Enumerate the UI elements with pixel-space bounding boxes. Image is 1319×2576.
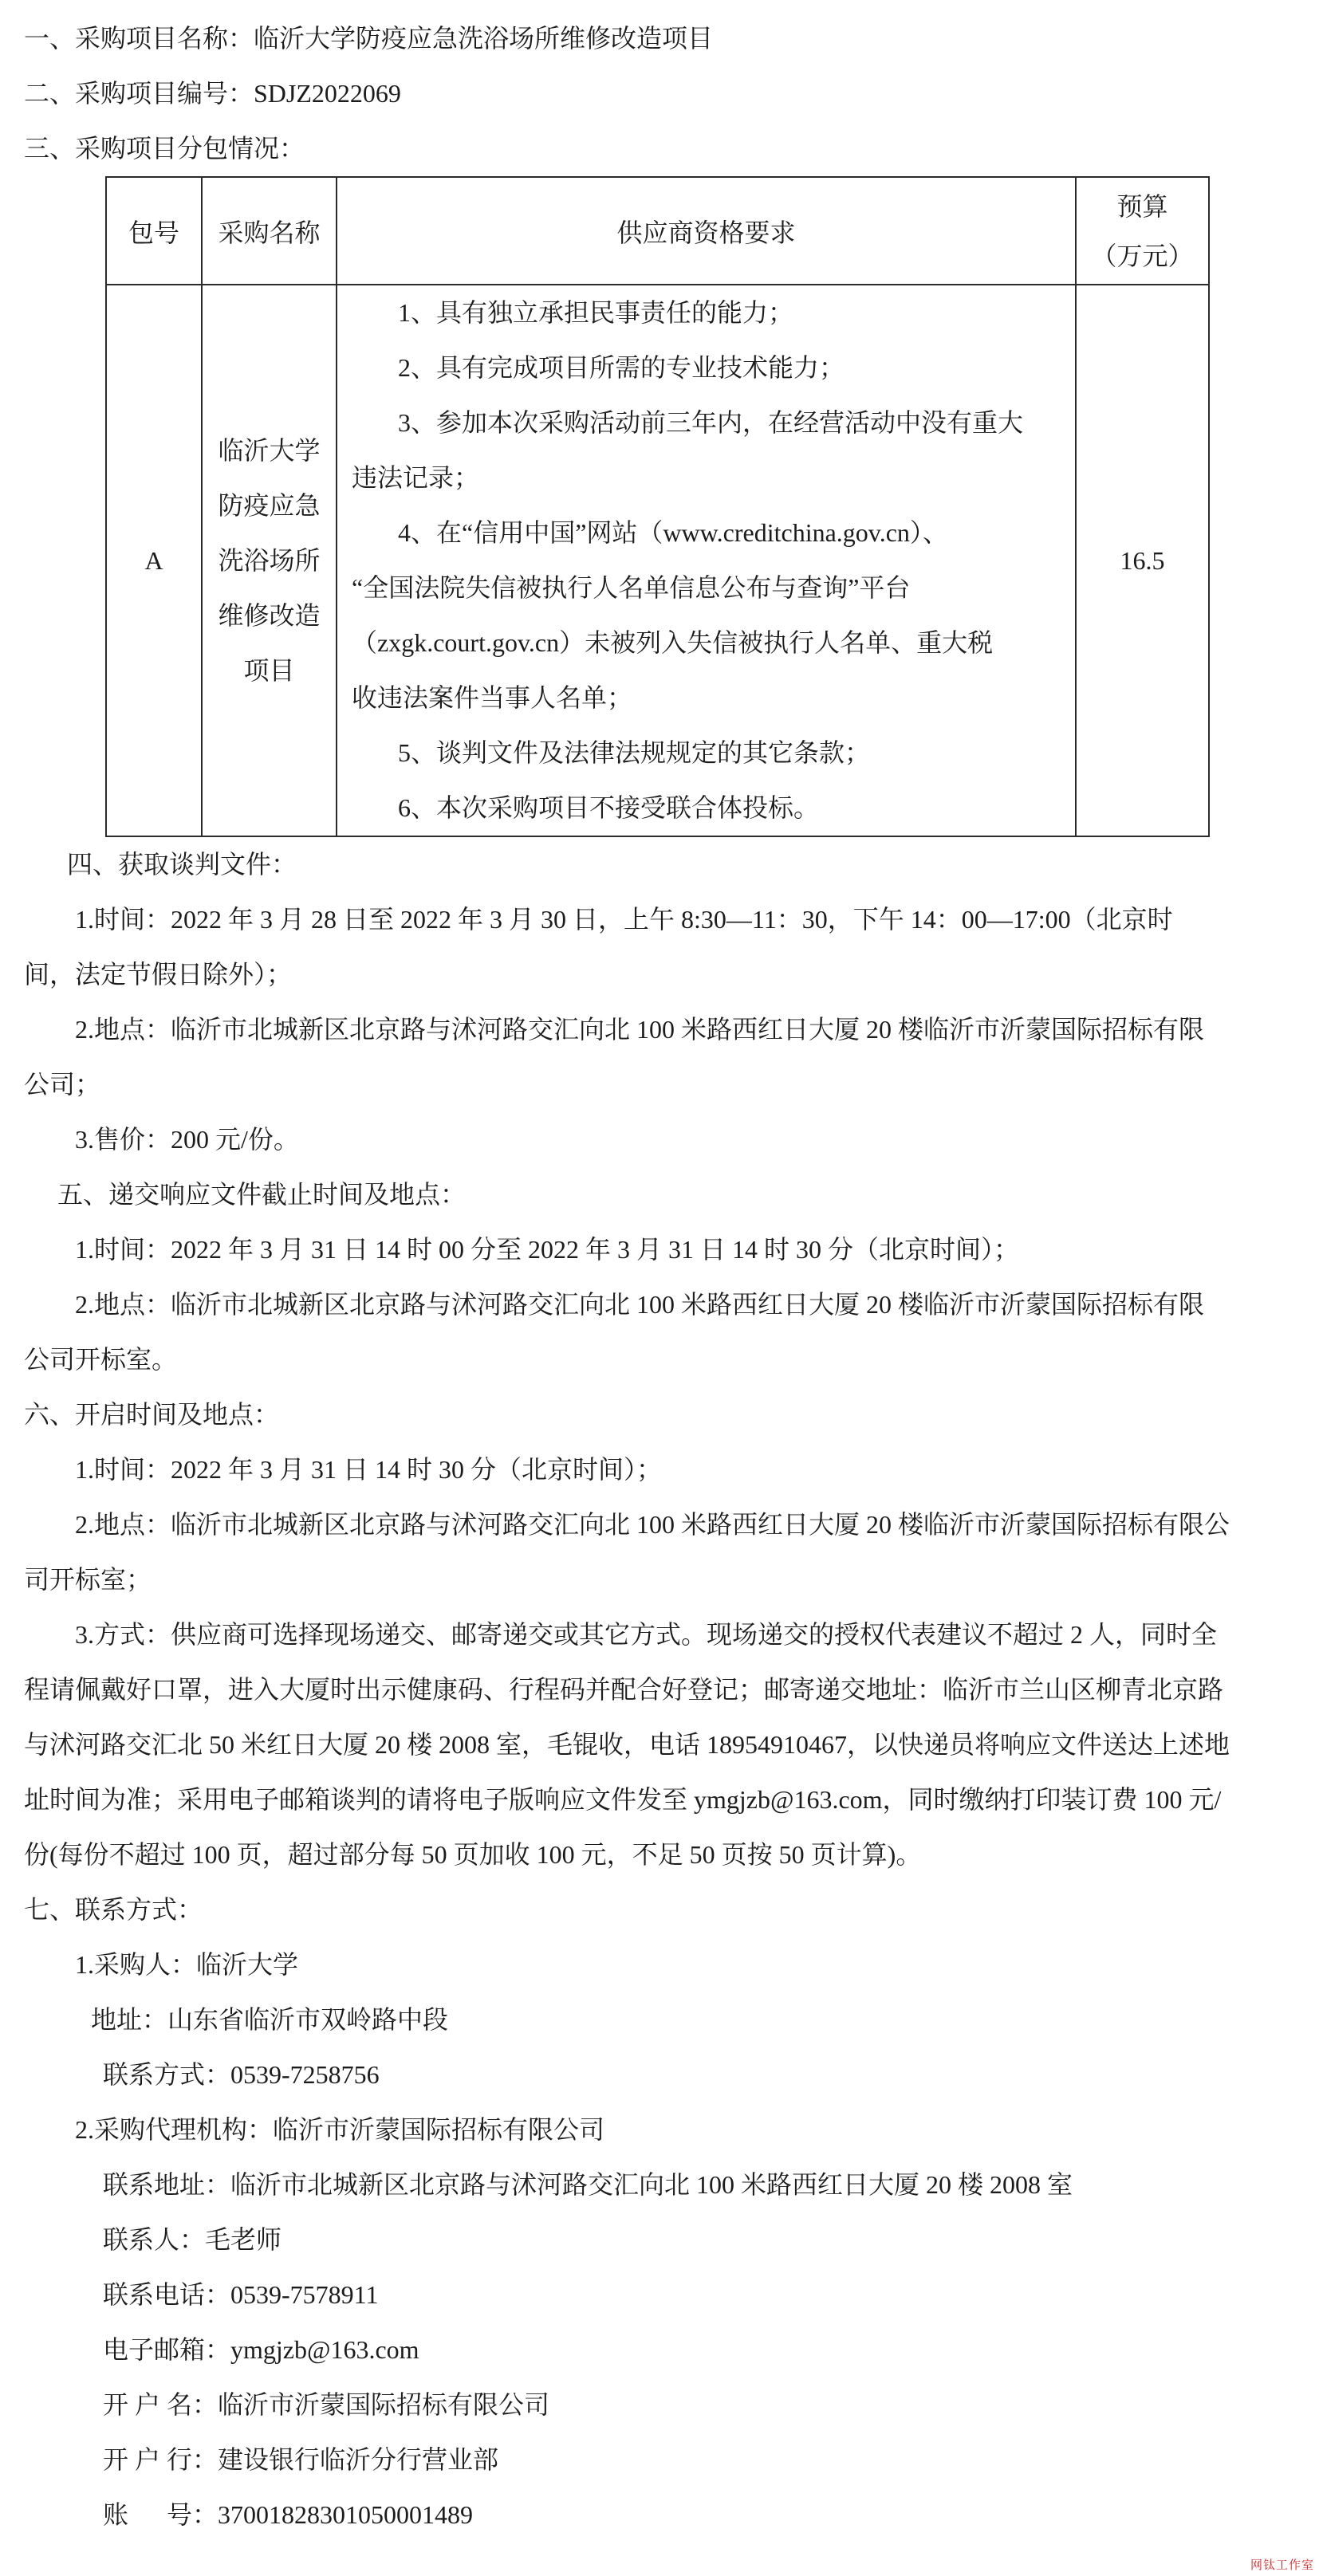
agency-contact-line: 联系人：毛老师 (103, 2225, 282, 2254)
account-bank-line: 开 户 行：建设银行临沂分行营业部 (103, 2445, 499, 2474)
section4-time-line: 间，法定节假日除外）； (24, 960, 293, 989)
table-header-budget-line1: 预算 (1116, 191, 1168, 221)
procurement-name-line: 防疫应急 (218, 490, 321, 520)
table-header-name: 采购名称 (202, 177, 337, 285)
table-header-requirements: 供应商资格要求 (337, 177, 1076, 285)
requirement-line: “全国法院失信被执行人名单信息公布与查询”平台 (352, 573, 911, 602)
procurement-name-line: 洗浴场所 (218, 545, 321, 575)
cell-procurement-name (202, 285, 337, 836)
package-table (105, 176, 1210, 837)
section5-place-line: 2.地点：临沂市北城新区北京路与沭河路交汇向北 100 米路西红日大厦 20 楼临沂市沂蒙国际招标有限 (75, 1290, 1205, 1319)
section4-price-line: 3.售价：200 元/份。 (75, 1125, 299, 1154)
procurement-name-line: 临沂大学 (218, 435, 321, 465)
agency-phone-line: 联系电话：0539-7578911 (103, 2280, 379, 2309)
requirement-line: 6、本次采购项目不接受联合体投标。 (398, 793, 820, 822)
requirement-line: 3、参加本次采购活动前三年内，在经营活动中没有重大 (398, 408, 1024, 437)
cell-budget-value: 16.5 (1076, 285, 1209, 836)
procurement-name-line: 项目 (243, 655, 295, 685)
requirement-line: 1、具有独立承担民事责任的能力； (398, 298, 794, 327)
section6-place-line: 2.地点：临沂市北城新区北京路与沭河路交汇向北 100 米路西红日大厦 20 楼临沂市沂蒙国际招标有限公 (75, 1510, 1230, 1539)
section6-place-line: 司开标室； (24, 1565, 152, 1594)
requirement-line: 5、谈判文件及法律法规规定的其它条款； (398, 738, 871, 767)
section4-place-line: 公司； (24, 1070, 101, 1099)
account-name-line: 开 户 名：临沂市沂蒙国际招标有限公司 (103, 2390, 550, 2419)
package-table-header-row (106, 177, 1209, 285)
agency-address-line: 联系地址：临沂市北城新区北京路与沭河路交汇向北 100 米路西红日大厦 20 楼 2008 室 (103, 2170, 1073, 2199)
purchaser-address-line: 地址：山东省临沂市双岭路中段 (91, 2005, 449, 2034)
section6-method-line: 份(每份不超过 100 页，超过部分每 50 页加收 100 元，不足 50 页按 50 页计算)。 (24, 1840, 922, 1869)
account-number-line: 账 号：37001828301050001489 (103, 2500, 474, 2529)
section6-method-line: 与沭河路交汇北 50 米红日大厦 20 楼 2008 室，毛锟收，电话 18954910467，以快递员将响应文件送达上述地 (24, 1730, 1230, 1759)
section5-title: 五、递交响应文件截止时间及地点： (57, 1180, 467, 1209)
purchaser-line: 1.采购人：临沂大学 (75, 1950, 299, 1979)
table-header-package: 包号 (106, 177, 202, 285)
table-header-budget (1076, 177, 1209, 285)
package-table-row (106, 285, 1209, 836)
table-header-budget-line2: （万元） (1091, 241, 1194, 270)
agency-email-line: 电子邮箱：ymgjzb@163.com (103, 2335, 419, 2364)
section5-time-line: 1.时间：2022 年 3 月 31 日 14 时 00 分至 2022 年 3 月 31 日 14 时 30 分（北京时间）； (75, 1235, 1020, 1264)
project-number-line: 二、采购项目编号：SDJZ2022069 (24, 79, 401, 108)
requirement-line: 2、具有完成项目所需的专业技术能力； (398, 353, 845, 382)
requirement-line: 违法记录； (352, 463, 480, 492)
requirement-line: （zxgk.court.gov.cn）未被列入失信被执行人名单、重大税 (352, 628, 994, 657)
section6-method-line: 程请佩戴好口罩，进入大厦时出示健康码、行程码并配合好登记；邮寄递交地址：临沂市兰山区柳青北京路 (24, 1675, 1224, 1704)
requirement-line: 收违法案件当事人名单； (352, 683, 633, 712)
cell-package-id: A (106, 285, 202, 836)
section6-title: 六、开启时间及地点： (24, 1400, 280, 1429)
project-name-line: 一、采购项目名称：临沂大学防疫应急洗浴场所维修改造项目 (24, 24, 714, 53)
section4-place-line: 2.地点：临沂市北城新区北京路与沭河路交汇向北 100 米路西红日大厦 20 楼临沂市沂蒙国际招标有限 (75, 1015, 1205, 1044)
cell-supplier-requirements (337, 285, 1076, 836)
section7-title: 七、联系方式： (24, 1895, 203, 1924)
section5-place-line: 公司开标室。 (24, 1345, 178, 1374)
section4-time-line: 1.时间：2022 年 3 月 28 日至 2022 年 3 月 30 日，上午 8:30—11：30，下午 14：00—17:00（北京时 (75, 905, 1173, 934)
agency-line: 2.采购代理机构：临沂市沂蒙国际招标有限公司 (75, 2115, 605, 2144)
requirement-line: 4、在“信用中国”网站（www.creditchina.gov.cn）、 (398, 518, 948, 547)
section6-method-line: 址时间为准；采用电子邮箱谈判的请将电子版响应文件发至 ymgjzb@163.com，同时缴纳打印装订费 100 元/ (24, 1785, 1222, 1814)
section6-time-line: 1.时间：2022 年 3 月 31 日 14 时 30 分（北京时间）； (75, 1455, 663, 1484)
section6-method-line: 3.方式：供应商可选择现场递交、邮寄递交或其它方式。现场递交的授权代表建议不超过 2 人，同时全 (75, 1620, 1218, 1649)
purchaser-contact-line: 联系方式：0539-7258756 (103, 2060, 380, 2089)
section4-title: 四、获取谈判文件： (67, 850, 297, 879)
studio-watermark: 网钛工作室 (1250, 2558, 1314, 2572)
project-packages-line: 三、采购项目分包情况： (24, 134, 305, 163)
procurement-name-line: 维修改造 (218, 600, 321, 630)
